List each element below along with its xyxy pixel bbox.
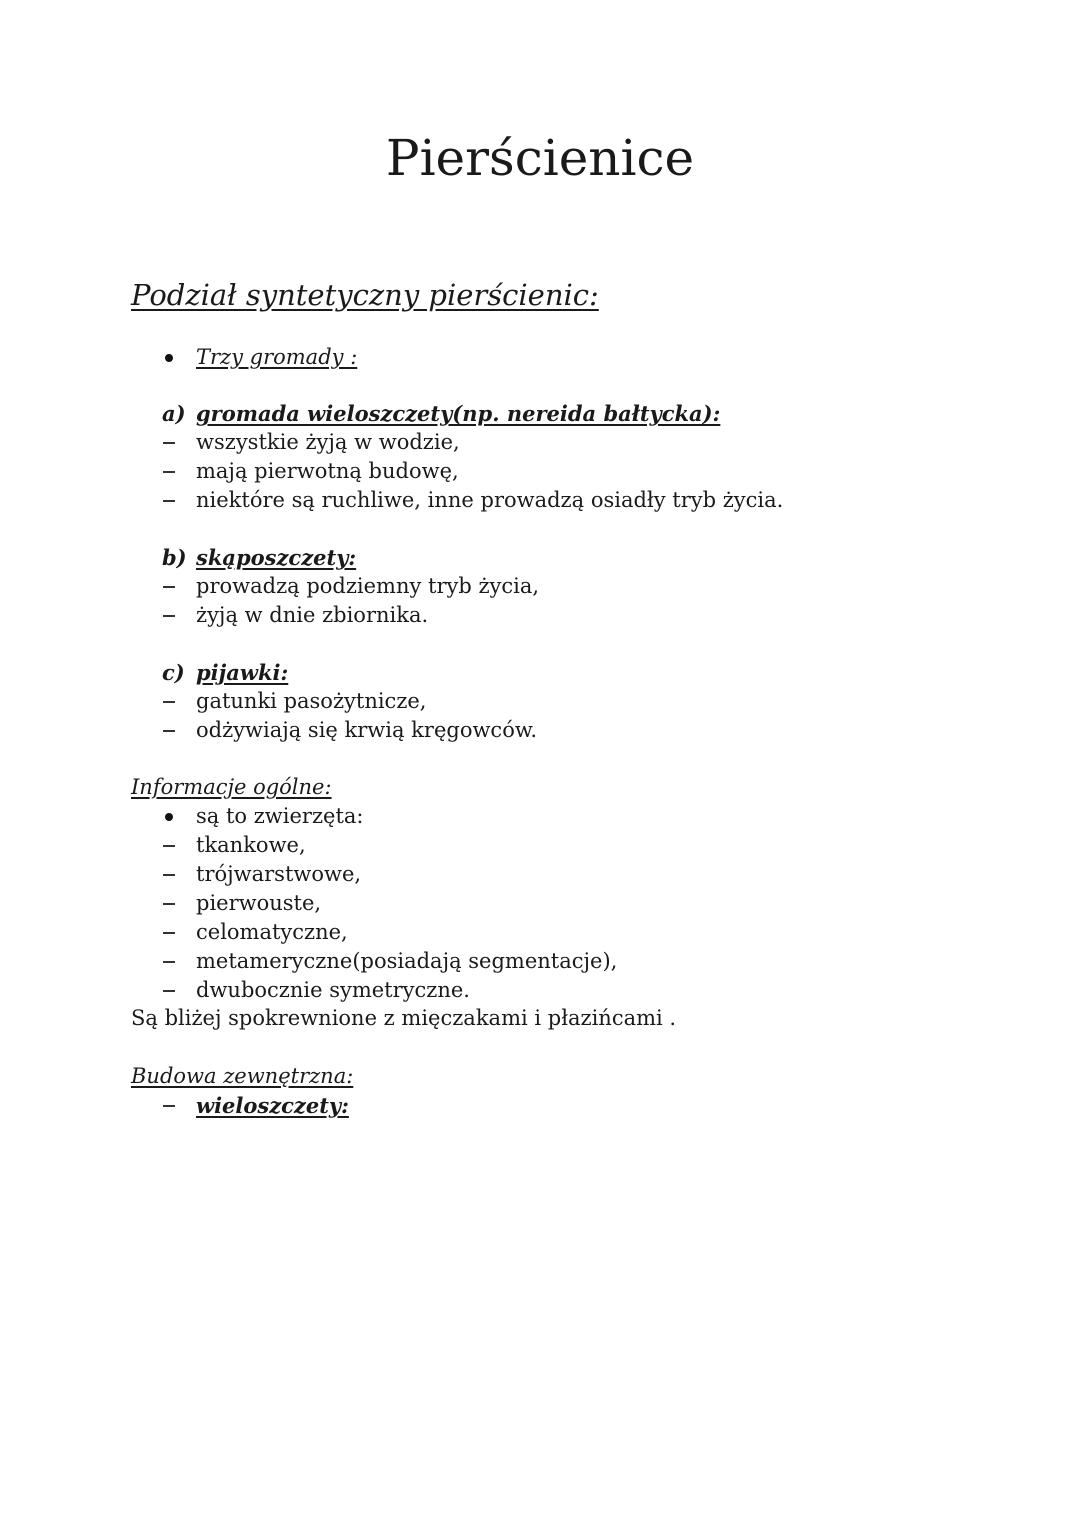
dash-icon — [163, 586, 175, 588]
group-name-c: pijawki: — [196, 660, 289, 685]
dash-icon — [163, 442, 175, 444]
list-item: wieloszczety: — [196, 1093, 349, 1118]
group-name-a: gromada wieloszczety(np. nereida bałtycka): — [196, 401, 721, 426]
list-item: trójwarstwowe, — [196, 862, 362, 886]
list-item: celomatyczne, — [196, 920, 348, 944]
dash-icon — [163, 845, 175, 847]
dash-icon — [163, 615, 175, 617]
bullet-text-animals: są to zwierzęta: — [196, 804, 364, 828]
list-item: niektóre są ruchliwe, inne prowadzą osiadły tryb życia. — [196, 488, 784, 512]
group-name-b: skąposzczety: — [196, 545, 357, 570]
list-item: prowadzą podziemny tryb życia, — [196, 574, 540, 598]
list-item: dwubocznie symetryczne. — [196, 978, 470, 1002]
list-item: tkankowe, — [196, 833, 306, 857]
section-heading-external: Budowa zewnętrzna: — [131, 1064, 354, 1088]
list-item: pierwouste, — [196, 891, 322, 915]
dash-icon — [163, 961, 175, 963]
list-item: mają pierwotną budowę, — [196, 459, 459, 483]
dash-icon — [163, 903, 175, 905]
dash-icon — [163, 701, 175, 703]
dash-icon — [163, 500, 175, 502]
dash-icon — [163, 471, 175, 473]
dash-icon — [163, 1105, 175, 1107]
bullet-icon — [165, 813, 173, 821]
relation-note: Są bliżej spokrewnione z mięczakami i płazińcami . — [131, 1006, 677, 1030]
list-item: gatunki pasożytnicze, — [196, 689, 427, 713]
dash-icon — [163, 730, 175, 732]
list-item: żyją w dnie zbiornika. — [196, 603, 429, 627]
group-letter-b: b) — [162, 545, 187, 570]
page-title: Pierścienice — [385, 129, 695, 187]
list-item: wszystkie żyją w wodzie, — [196, 430, 460, 454]
group-letter-a: a) — [162, 401, 186, 426]
dash-icon — [163, 990, 175, 992]
list-item: metameryczne(posiadają segmentacje), — [196, 949, 618, 973]
bullet-text-groups: Trzy gromady : — [196, 345, 358, 369]
dash-icon — [163, 874, 175, 876]
list-item: odżywiają się krwią kręgowców. — [196, 718, 537, 742]
bullet-icon — [165, 354, 173, 362]
dash-icon — [163, 932, 175, 934]
section-heading-general: Informacje ogólne: — [131, 775, 332, 799]
group-letter-c: c) — [162, 660, 185, 685]
section-heading-classification: Podział syntetyczny pierścienic: — [131, 278, 599, 312]
